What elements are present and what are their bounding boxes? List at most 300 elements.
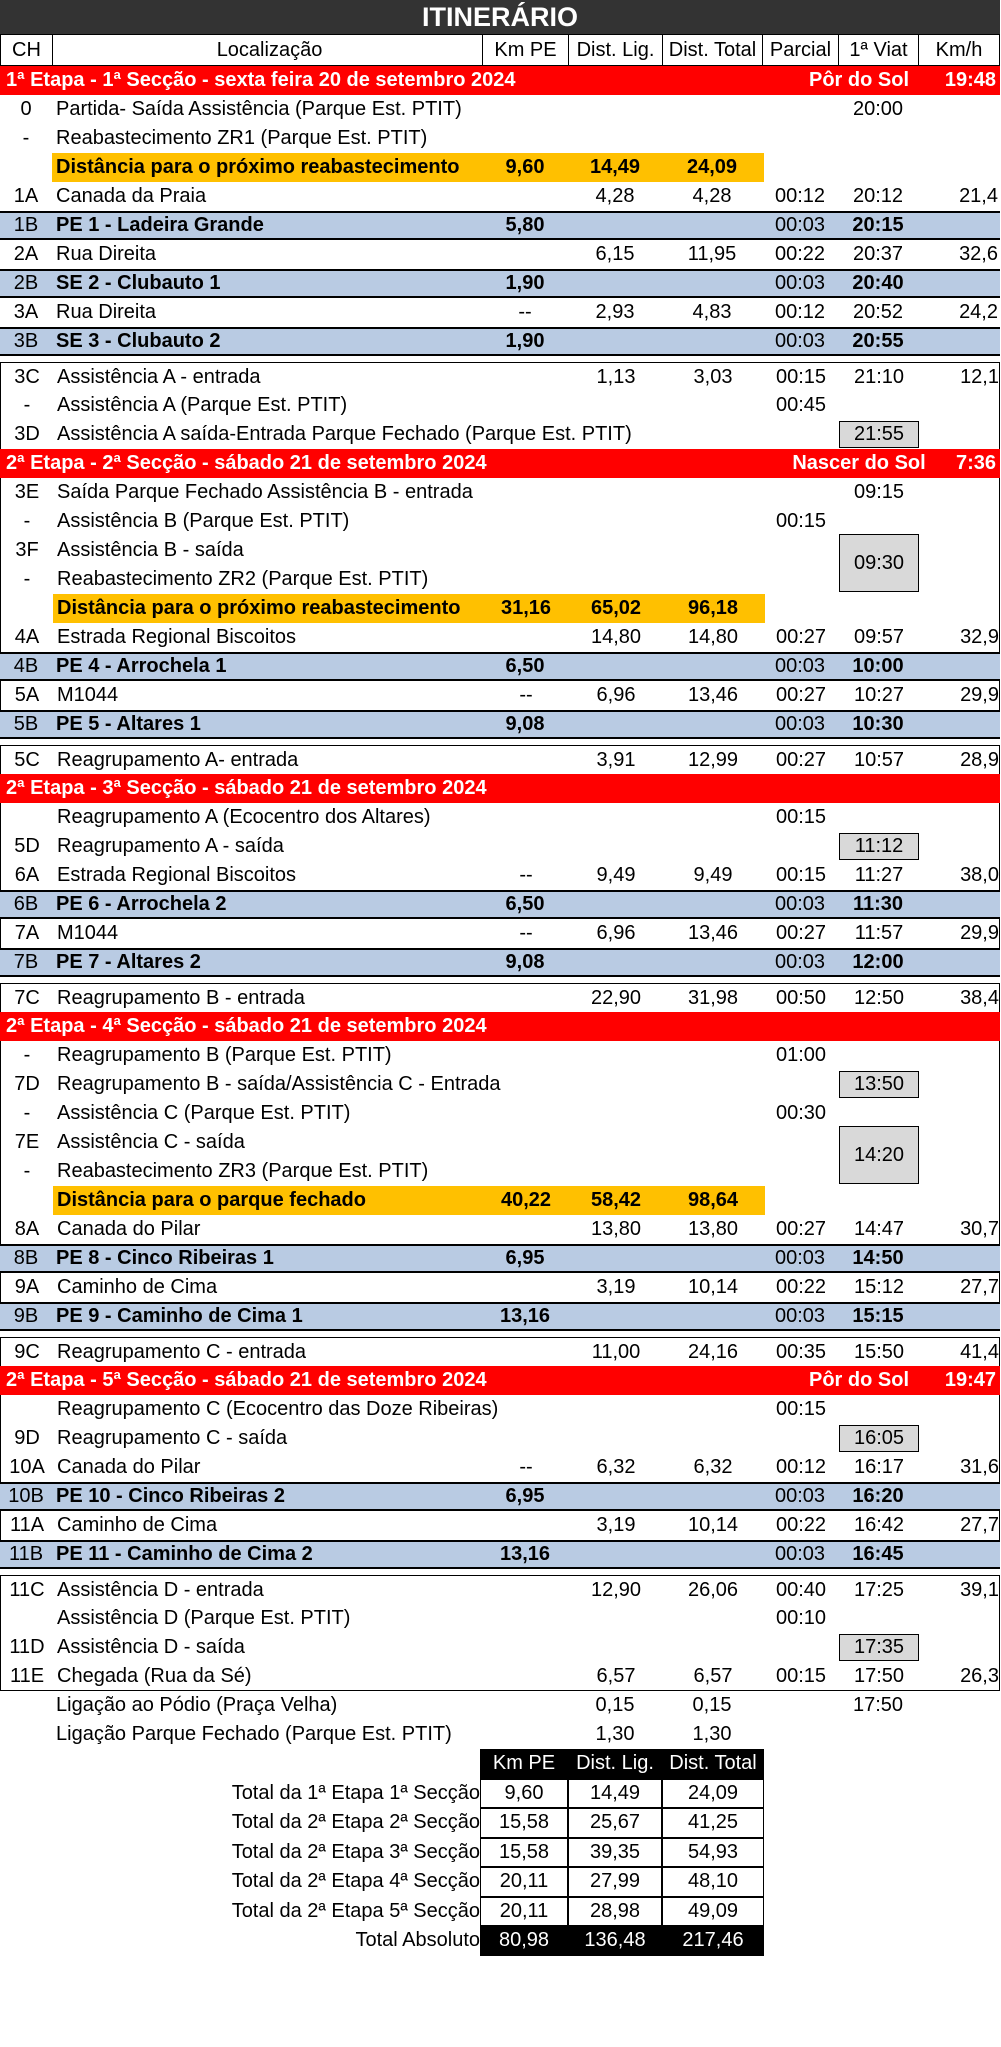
itinerary-row [0, 623, 1000, 652]
viat-time: 20:00 [852, 98, 904, 120]
dist-lig: 6,15 [595, 243, 635, 265]
location: Ligação ao Pódio (Praça Velha) [56, 1694, 338, 1716]
kmh: 41,4 [960, 1340, 999, 1363]
viat-time: 12:00 [852, 951, 904, 973]
itinerary-row [0, 536, 1000, 574]
parcial: 00:03 [774, 1305, 826, 1327]
kmh: 32,6 [959, 243, 998, 265]
location: Assistência D (Parque Est. PTIT) [57, 1607, 351, 1629]
kmh: 38,4 [960, 986, 999, 1009]
viat-time: 20:40 [852, 272, 904, 294]
viat-time: 10:30 [852, 713, 904, 735]
itinerary-row [0, 1691, 1000, 1720]
special-stage-row [0, 652, 1000, 681]
scheduled-time-box: 13:50 [839, 1071, 919, 1098]
parcial: 00:30 [775, 1102, 827, 1124]
location: Assistência D - saída [57, 1636, 245, 1658]
dist-total: 10,14 [687, 1514, 739, 1536]
dist-lig: 0,15 [595, 1694, 635, 1716]
parcial: 00:12 [774, 301, 826, 323]
km-pe: 6,95 [505, 1247, 545, 1269]
dist-lig: 1,13 [596, 365, 636, 388]
parcial: 00:50 [775, 986, 827, 1009]
location: Caminho de Cima [57, 1514, 218, 1536]
dist-total: 11,95 [687, 243, 737, 265]
special-stage-row [0, 890, 1000, 919]
dist-lig: 6,96 [596, 922, 636, 944]
dist-total: 10,14 [687, 1276, 739, 1298]
totals-row [0, 1867, 1000, 1897]
header-dist-total: Dist. Total [663, 35, 763, 65]
special-stage-row [0, 211, 1000, 240]
location: Partida- Saída Assistência (Parque Est. PTIT) [56, 98, 462, 120]
itinerary-table [0, 66, 1000, 1749]
special-stage-row [0, 948, 1000, 977]
sun-label: Pôr do Sol [809, 1369, 909, 1391]
viat-time: 14:50 [852, 1247, 904, 1269]
dist-lig: 3,19 [596, 1514, 636, 1536]
location: PE 5 - Altares 1 [56, 713, 201, 735]
total-dist-total: 24,09 [662, 1779, 764, 1809]
checkpoint-code: 9D [14, 1427, 40, 1449]
location: Chegada (Rua da Sé) [57, 1664, 252, 1687]
parcial: 00:40 [775, 1578, 827, 1601]
km-pe: 1,90 [505, 330, 545, 352]
location: Rua Direita [56, 301, 157, 323]
checkpoint-code: 3F [15, 539, 39, 561]
itinerary-row [0, 1099, 1000, 1128]
itinerary-row [0, 1424, 1000, 1453]
location: Distância para o próximo reabastecimento [56, 156, 460, 178]
kmh: 12,1 [960, 365, 999, 388]
km-pe: 6,50 [505, 893, 545, 915]
checkpoint-code: 11E [9, 1664, 45, 1687]
location: Assistência A - entrada [57, 365, 261, 388]
kmh: 27,7 [960, 1276, 999, 1298]
itinerary-row [0, 1128, 1000, 1166]
location: Distância para o próximo reabastecimento [57, 597, 461, 619]
viat-time: 11:27 [854, 864, 904, 886]
total-km-pe: 80,98 [480, 1926, 568, 1956]
km-pe: 6,50 [505, 655, 545, 677]
viat-time: 16:17 [853, 1456, 905, 1478]
checkpoint-code: 10B [8, 1485, 44, 1507]
totals-table [0, 1749, 1000, 1956]
dist-total: 9,49 [693, 864, 733, 886]
viat-time: 17:50 [853, 1664, 905, 1687]
location: PE 1 - Ladeira Grande [56, 214, 264, 236]
scheduled-time-box: 21:55 [839, 421, 919, 448]
kmh: 26,3 [960, 1664, 999, 1687]
parcial: 00:12 [774, 185, 826, 207]
itinerary-row [0, 507, 1000, 536]
header-ch: CH [1, 35, 53, 65]
checkpoint-code: 8B [13, 1247, 39, 1269]
checkpoint-code: 3C [14, 365, 40, 388]
checkpoint-code: 9A [14, 1276, 40, 1298]
itinerary-row [0, 391, 1000, 420]
kmh: 29,9 [960, 922, 999, 944]
sun-time: 7:36 [955, 452, 996, 474]
parcial: 00:03 [774, 951, 826, 973]
kmh: 39,1 [960, 1578, 999, 1601]
header-dist-lig: Dist. Lig. [569, 35, 663, 65]
dist-total: 12,99 [687, 748, 739, 771]
itinerary-row [0, 1720, 1000, 1749]
kmh: 30,7 [960, 1218, 999, 1240]
etapa-title: 2ª Etapa - 4ª Secção - sábado 21 de setembro 2024 [6, 1015, 487, 1037]
location: Reagrupamento B - saída/Assistência C - Entrada [57, 1073, 501, 1095]
location: Reagrupamento A- entrada [57, 748, 299, 771]
sun-label [800, 1012, 918, 1041]
km-pe: -- [519, 684, 533, 706]
checkpoint-code: 6A [14, 864, 40, 886]
checkpoint-code [0, 1720, 52, 1749]
viat-time: 10:00 [852, 655, 904, 677]
dist-total: 96,18 [687, 597, 739, 619]
checkpoint-code: 3E [14, 481, 40, 503]
dist-total: 24,16 [687, 1340, 739, 1363]
total-km-pe: 20,11 [480, 1897, 568, 1927]
parcial: 00:03 [774, 1247, 826, 1269]
total-km-pe: 15,58 [480, 1838, 568, 1868]
etapa-title: 2ª Etapa - 2ª Secção - sábado 21 de setembro 2024 [6, 452, 487, 474]
total-label: Total da 2ª Etapa 2ª Secção [231, 1811, 480, 1834]
parcial: 00:15 [775, 1664, 827, 1687]
total-label: Total da 2ª Etapa 3ª Secção [231, 1840, 480, 1863]
parcial: 00:03 [774, 272, 826, 294]
location: PE 6 - Arrochela 2 [56, 893, 227, 915]
scheduled-time-box: 16:05 [839, 1425, 919, 1452]
km-pe: -- [518, 301, 532, 323]
total-label: Total Absoluto [355, 1929, 480, 1952]
checkpoint-code: 7B [13, 951, 39, 973]
viat-time: 16:20 [852, 1485, 904, 1507]
itinerary-row [0, 745, 1000, 774]
checkpoint-code: 3A [13, 301, 39, 323]
checkpoint-code: 0 [20, 98, 32, 120]
parcial: 00:15 [775, 365, 827, 388]
header-kmh: Km/h [935, 38, 983, 61]
itinerary-row [0, 478, 1000, 507]
total-km-pe: 9,60 [480, 1779, 568, 1809]
dist-lig: 11,00 [591, 1340, 641, 1363]
checkpoint-code: - [23, 1044, 31, 1066]
total-label: Total da 2ª Etapa 4ª Secção [231, 1870, 480, 1893]
etapa-banner [0, 66, 1000, 95]
table-header [0, 34, 1000, 66]
parcial: 00:27 [775, 1218, 827, 1240]
itinerary-row [0, 681, 1000, 710]
parcial: 00:03 [774, 713, 826, 735]
dist-lig: 9,49 [596, 864, 636, 886]
itinerary-row [0, 124, 1000, 153]
location: Reagrupamento C - entrada [57, 1340, 307, 1363]
parcial: 00:15 [775, 1398, 827, 1420]
checkpoint-code: 7D [14, 1073, 40, 1095]
viat-time: 20:55 [852, 330, 904, 352]
location: Distância para o parque fechado [57, 1189, 366, 1211]
sun-time [918, 1012, 1000, 1041]
itinerary-row [0, 1070, 1000, 1099]
checkpoint-code: 5D [14, 835, 40, 857]
dist-lig: 6,57 [596, 1664, 636, 1687]
special-stage-row [0, 1482, 1000, 1511]
special-stage-row [0, 1244, 1000, 1273]
checkpoint-code: 4A [14, 626, 40, 648]
checkpoint-code: 11C [9, 1578, 45, 1601]
location: Reagrupamento B - entrada [57, 986, 305, 1009]
parcial: 00:22 [775, 1276, 827, 1298]
checkpoint-code [1, 1604, 53, 1633]
totals-absolute-row [0, 1926, 1000, 1956]
location: Assistência A (Parque Est. PTIT) [57, 394, 348, 416]
dist-total: 13,46 [687, 922, 739, 944]
location: Canada do Pilar [57, 1456, 201, 1478]
location: PE 7 - Altares 2 [56, 951, 201, 973]
totals-row [0, 1808, 1000, 1838]
total-dist-lig: 136,48 [568, 1926, 662, 1956]
special-stage-row [0, 327, 1000, 356]
dist-lig: 65,02 [590, 597, 642, 619]
location: SE 2 - Clubauto 1 [56, 272, 221, 294]
total-label: Total da 1ª Etapa 1ª Secção [231, 1781, 480, 1804]
checkpoint-code: 8A [14, 1218, 40, 1240]
etapa-title: 1ª Etapa - 1ª Secção - sexta feira 20 de setembro 2024 [6, 69, 516, 91]
itinerary-row [0, 1575, 1000, 1604]
dist-total: 24,09 [686, 156, 738, 178]
parcial: 00:27 [775, 626, 827, 648]
checkpoint-code: 9B [13, 1305, 39, 1327]
dist-total: 4,83 [692, 301, 732, 323]
checkpoint-code: 2A [13, 243, 39, 265]
itinerary-row [0, 803, 1000, 832]
itinerary-row [0, 1604, 1000, 1633]
total-dist-total: 217,46 [662, 1926, 764, 1956]
kmh: 24,2 [959, 301, 998, 323]
km-pe: 40,22 [500, 1189, 552, 1211]
checkpoint-code: 3B [13, 330, 39, 352]
checkpoint-code: 11D [9, 1636, 45, 1658]
kmh: 27,7 [960, 1514, 999, 1536]
km-pe: 13,16 [499, 1305, 551, 1327]
kmh: 21,4 [959, 185, 998, 207]
etapa-title: 2ª Etapa - 5ª Secção - sábado 21 de setembro 2024 [6, 1369, 487, 1391]
location: Reagrupamento B (Parque Est. PTIT) [57, 1044, 392, 1066]
dist-lig: 22,90 [590, 986, 642, 1009]
dist-total: 6,32 [693, 1456, 733, 1478]
dist-lig: 4,28 [595, 185, 635, 207]
itinerary-row [0, 1273, 1000, 1302]
etapa-banner [0, 449, 1000, 478]
dist-total: 13,46 [687, 684, 739, 706]
viat-time: 16:45 [852, 1543, 904, 1565]
viat-time: 20:37 [852, 243, 904, 265]
viat-time: 20:12 [852, 185, 904, 207]
km-pe: -- [519, 922, 533, 944]
sun-label: Nascer do Sol [792, 452, 926, 474]
kmh: 29,9 [960, 684, 999, 706]
parcial: 00:03 [774, 330, 826, 352]
sun-time: 19:48 [944, 69, 996, 91]
checkpoint-code: - [23, 568, 31, 590]
checkpoint-code: 1A [13, 185, 39, 207]
parcial: 00:15 [775, 510, 827, 532]
itinerary-row [0, 420, 1000, 449]
viat-time: 15:12 [853, 1276, 905, 1298]
kmh: 31,6 [960, 1456, 999, 1478]
total-dist-lig: 27,99 [568, 1867, 662, 1897]
location: Estrada Regional Biscoitos [57, 864, 297, 886]
checkpoint-code: 10A [9, 1456, 45, 1478]
dist-lig: 3,19 [596, 1276, 636, 1298]
header-km-pe: Km PE [483, 35, 569, 65]
itinerary-row [0, 1337, 1000, 1366]
total-dist-total: 48,10 [662, 1867, 764, 1897]
sun-label: Pôr do Sol [809, 69, 909, 91]
parcial: 00:35 [775, 1340, 827, 1363]
location: Assistência D - entrada [57, 1578, 264, 1601]
location: Assistência B (Parque Est. PTIT) [57, 510, 350, 532]
total-dist-total: 41,25 [662, 1808, 764, 1838]
location: Assistência A saída-Entrada Parque Fechado (Parque Est. PTIT) [57, 423, 632, 445]
parcial: 00:03 [774, 893, 826, 915]
header-1a-viat: 1ª Viat [839, 35, 919, 65]
kmh: 28,9 [960, 748, 999, 771]
total-dist-lig: 39,35 [568, 1838, 662, 1868]
location: Assistência C (Parque Est. PTIT) [57, 1102, 351, 1124]
viat-time: 11:30 [852, 893, 904, 915]
sun-time: 19:47 [944, 1369, 996, 1391]
total-km-pe: 20,11 [480, 1867, 568, 1897]
location: PE 9 - Caminho de Cima 1 [56, 1305, 303, 1327]
sun-time [918, 774, 1000, 803]
checkpoint-code: - [23, 1102, 31, 1124]
viat-time: 15:50 [853, 1340, 905, 1363]
parcial: 00:45 [775, 394, 827, 416]
location: Reabastecimento ZR3 (Parque Est. PTIT) [57, 1160, 429, 1182]
totals-header [0, 1749, 1000, 1779]
distance-row [0, 594, 1000, 623]
dist-total: 1,30 [692, 1723, 732, 1745]
dist-lig: 13,80 [590, 1218, 642, 1240]
itinerary-row [0, 182, 1000, 211]
checkpoint-code: 5B [13, 713, 39, 735]
itinerary-row [0, 861, 1000, 890]
location: M1044 [57, 684, 119, 706]
viat-time: 20:52 [852, 301, 904, 323]
location: PE 11 - Caminho de Cima 2 [56, 1543, 313, 1565]
km-pe: 9,60 [505, 156, 545, 178]
viat-time: 11:57 [854, 922, 904, 944]
location: Assistência C - saída [57, 1131, 245, 1153]
location: Assistência B - saída [57, 539, 244, 561]
viat-time: 09:15 [853, 481, 905, 503]
parcial: 00:22 [775, 1514, 827, 1536]
km-pe: 13,16 [499, 1543, 551, 1565]
distance-row [0, 153, 1000, 182]
page-title: ITINERÁRIO [0, 0, 1000, 34]
location: Canada da Praia [56, 185, 207, 207]
itinerary-row [0, 832, 1000, 861]
location: Reabastecimento ZR2 (Parque Est. PTIT) [57, 568, 429, 590]
checkpoint-code [0, 1691, 52, 1720]
checkpoint-code: 11A [9, 1514, 45, 1536]
dist-lig: 14,49 [589, 156, 641, 178]
total-km-pe: Km PE [480, 1749, 568, 1779]
parcial: 00:10 [775, 1607, 827, 1629]
location: Reagrupamento C (Ecocentro das Doze Ribeiras) [57, 1398, 499, 1420]
checkpoint-code: 11B [8, 1543, 44, 1565]
viat-time: 20:15 [852, 214, 904, 236]
total-dist-lig: 14,49 [568, 1779, 662, 1809]
location: Ligação Parque Fechado (Parque Est. PTIT) [56, 1723, 452, 1745]
kmh: 32,9 [960, 626, 999, 648]
etapa-banner [0, 1366, 1000, 1395]
totals-row [0, 1838, 1000, 1868]
itinerary-row [0, 1041, 1000, 1070]
dist-total: 3,03 [693, 365, 733, 388]
checkpoint-code: - [23, 394, 31, 416]
checkpoint-code: 9C [14, 1340, 40, 1363]
checkpoint-code: 6B [13, 893, 39, 915]
checkpoint-code: 5A [14, 684, 40, 706]
dist-total: 31,98 [687, 986, 739, 1009]
total-km-pe: 15,58 [480, 1808, 568, 1838]
km-pe: 6,95 [505, 1485, 545, 1507]
viat-time: 10:57 [853, 748, 905, 771]
viat-time: 15:15 [852, 1305, 904, 1327]
dist-total: 14,80 [687, 626, 739, 648]
dist-lig: 14,80 [590, 626, 642, 648]
km-pe: 9,08 [505, 713, 545, 735]
sun-label [800, 774, 918, 803]
location: Caminho de Cima [57, 1276, 218, 1298]
km-pe: -- [519, 864, 533, 886]
total-dist-total: 54,93 [662, 1838, 764, 1868]
checkpoint-code: 3D [14, 423, 40, 445]
dist-total: 13,80 [687, 1218, 739, 1240]
itinerary-row [0, 1453, 1000, 1482]
special-stage-row [0, 1540, 1000, 1569]
dist-total: 98,64 [687, 1189, 739, 1211]
dist-lig: 2,93 [595, 301, 635, 323]
itinerary-row [0, 919, 1000, 948]
dist-lig: 6,32 [596, 1456, 636, 1478]
viat-time: 14:47 [853, 1218, 905, 1240]
itinerary-row [0, 983, 1000, 1012]
viat-time: 10:27 [853, 684, 905, 706]
km-pe: 5,80 [505, 214, 545, 236]
viat-time: 09:57 [853, 626, 905, 648]
etapa-banner [0, 774, 1000, 803]
location: Reabastecimento ZR1 (Parque Est. PTIT) [56, 127, 428, 149]
parcial: 00:03 [774, 1485, 826, 1507]
parcial: 00:27 [775, 748, 827, 771]
location: SE 3 - Clubauto 2 [56, 330, 221, 352]
km-pe: 9,08 [505, 951, 545, 973]
special-stage-row [0, 710, 1000, 739]
header-localizacao: Localização [53, 35, 483, 65]
total-dist-total: Dist. Total [662, 1749, 764, 1779]
dist-lig: 1,30 [595, 1723, 635, 1745]
itinerary-row [0, 1511, 1000, 1540]
parcial: 00:03 [774, 1543, 826, 1565]
checkpoint-code: - [23, 510, 31, 532]
location: Canada do Pilar [57, 1218, 201, 1240]
parcial: 00:15 [775, 864, 827, 886]
location: Rua Direita [56, 243, 157, 265]
